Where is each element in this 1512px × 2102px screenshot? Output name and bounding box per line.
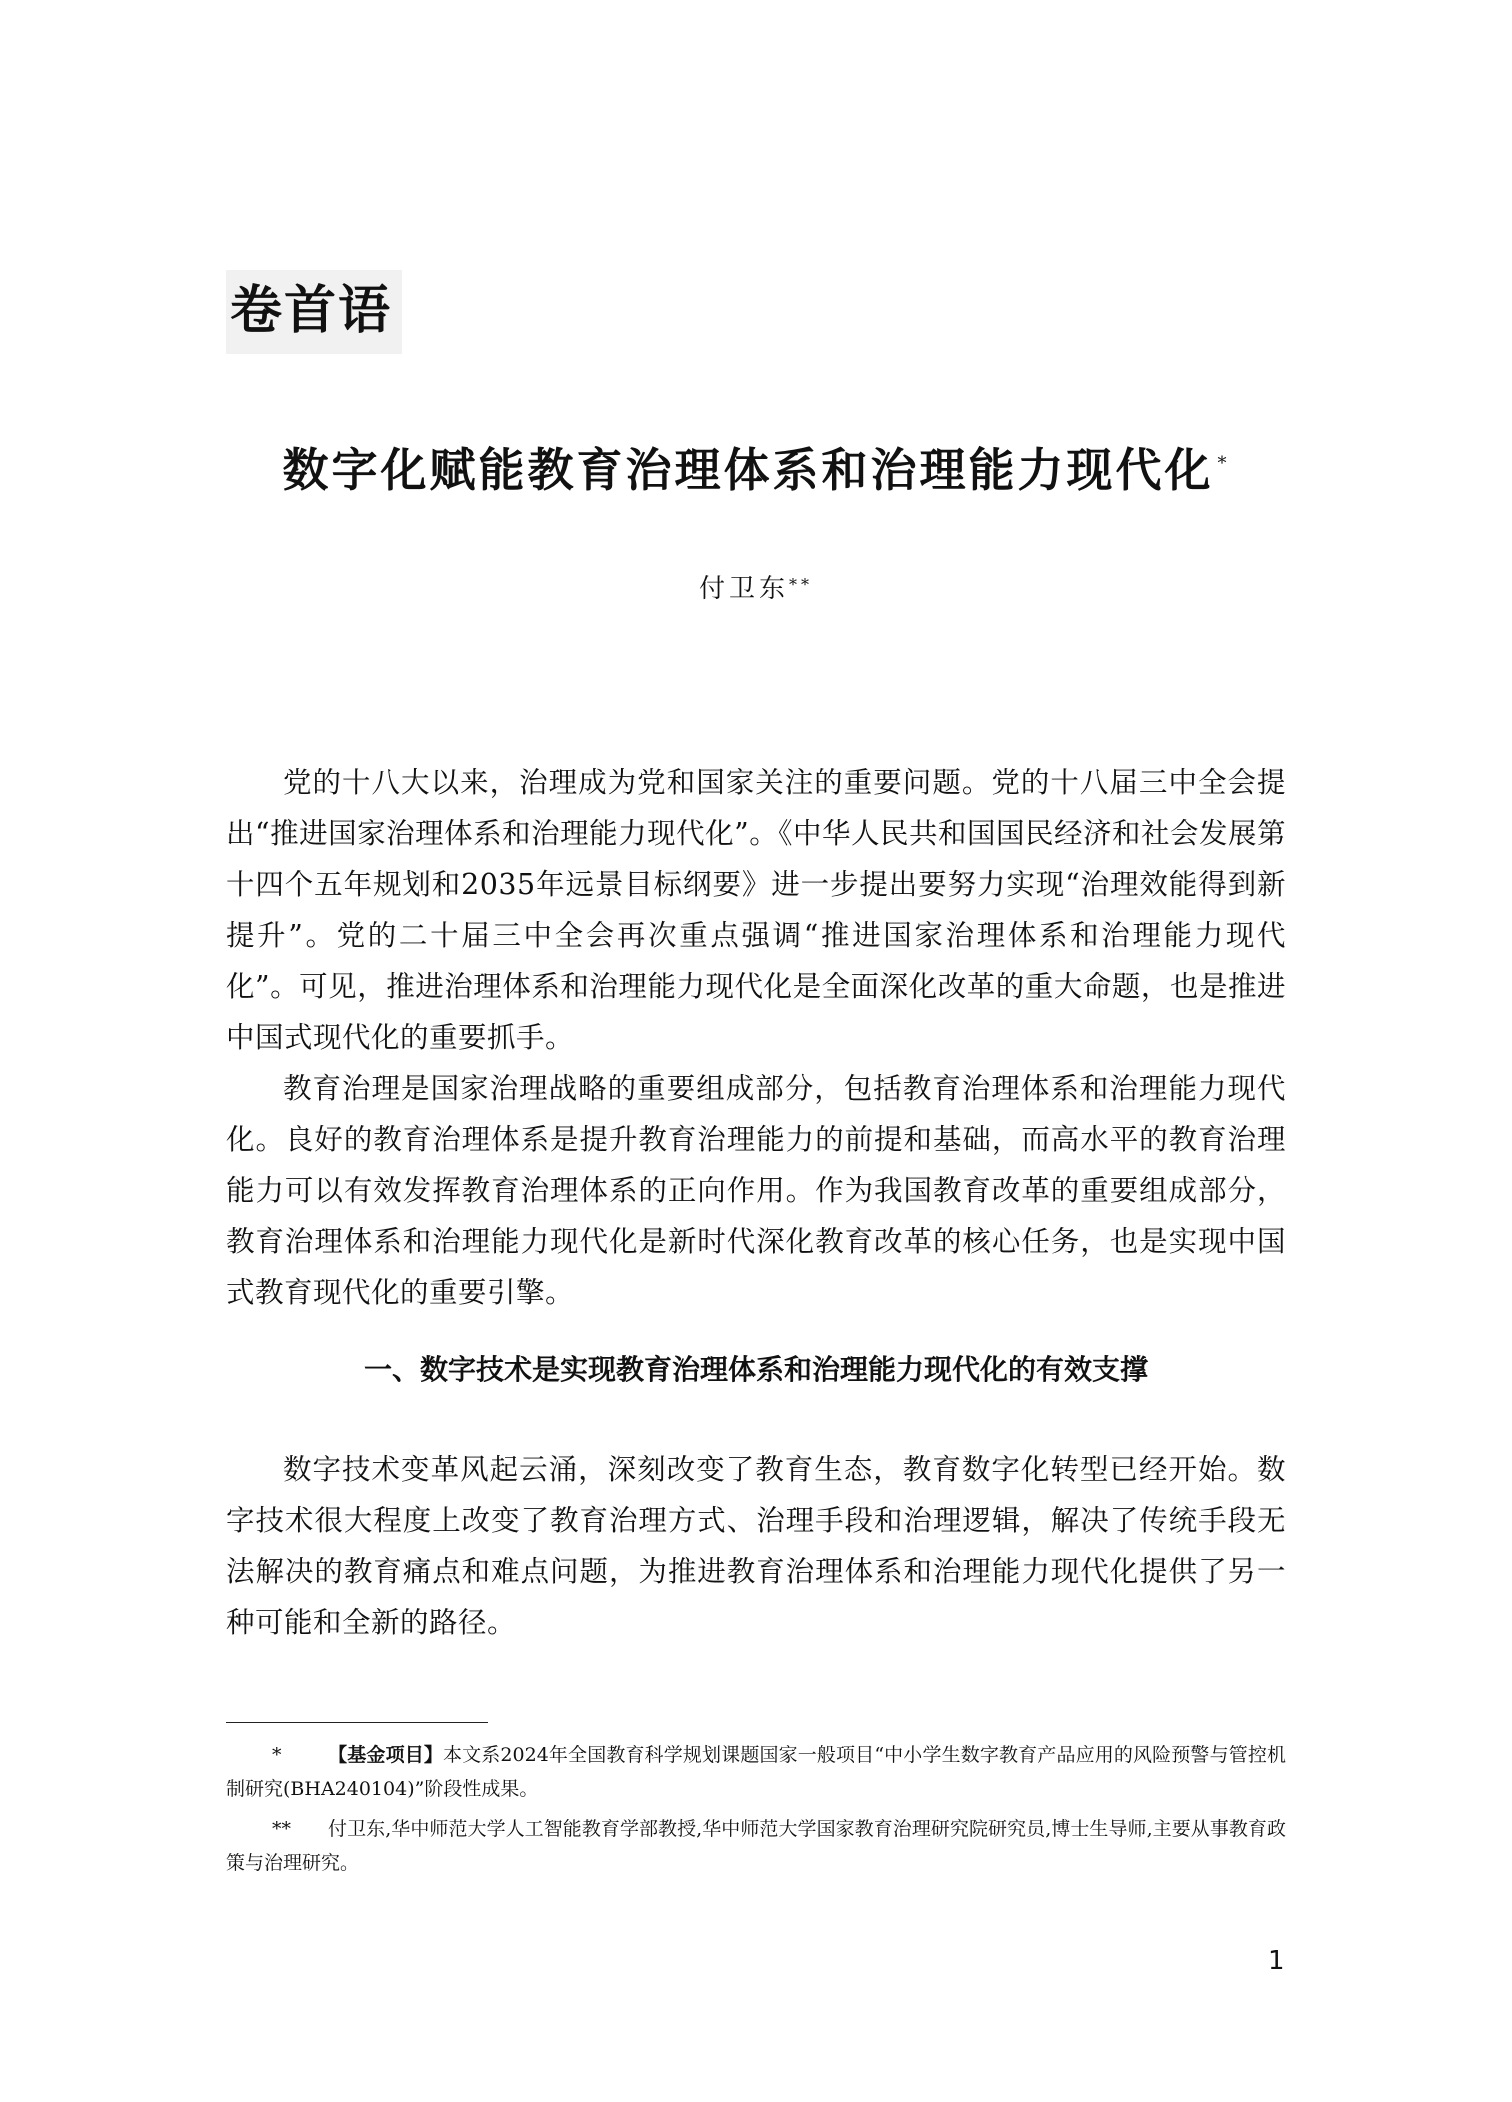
title-footnote-mark[interactable]: * [1217, 453, 1230, 474]
article-title [0, 440, 1512, 500]
paragraph: 数字技术变革风起云涌，深刻改变了教育生态，教育数字化转型已经开始。数字技术很大程度上改变了教育治理方式、治理手段和治理逻辑，解决了传统手段无法解决的教育痛点和难点问题，为推进教育治理体系和治理能力现代化提供了另一种可能和全新的路径。 [226, 1453, 1286, 1639]
author-footnote-mark[interactable]: ** [789, 575, 813, 594]
author-name: 付卫东 [698, 574, 789, 604]
paragraph: 党的十八大以来，治理成为党和国家关注的重要问题。党的十八届三中全会提出“推进国家治理体系和治理能力现代化”。《中华人民共和国国民经济和社会发展第十四个五年规划和2035年远景目标纲要》进一步提出要努力实现“治理效能得到新提升”。党的二十届三中全会再次重点强调“推进国家治理体系和治理能力现代化”。可见，推进治理体系和治理能力现代化是全面深化改革的重大命题，也是推进中国式现代化的重要抓手。 [226, 766, 1286, 1054]
footnote-mark: * [272, 1744, 282, 1766]
section-body [226, 1444, 1286, 1648]
footnote [226, 1738, 1286, 1806]
footnote-divider [226, 1722, 488, 1723]
footnote [226, 1812, 1286, 1880]
footnote-tag: 【基金项目】 [328, 1744, 443, 1766]
footnote-text: 付卫东,华中师范大学人工智能教育学部教授,华中师范大学国家教育治理研究院研究员,博士生导师,主要从事教育政策与治理研究。 [226, 1818, 1286, 1874]
author-line [0, 572, 1512, 606]
section-label: 卷首语 [226, 270, 402, 354]
paragraph: 教育治理是国家治理战略的重要组成部分，包括教育治理体系和治理能力现代化。良好的教育治理体系是提升教育治理能力的前提和基础，而高水平的教育治理能力可以有效发挥教育治理体系的正向作用。作为我国教育改革的重要组成部分，教育治理体系和治理能力现代化是新时代深化教育改革的核心任务，也是实现中国式教育现代化的重要引擎。 [226, 1072, 1286, 1309]
footnote-text: 本文系2024年全国教育科学规划课题国家一般项目“中小学生数字教育产品应用的风险预警与管控机制研究(BHA240104)”阶段性成果。 [226, 1744, 1286, 1800]
footnotes [226, 1738, 1286, 1886]
footnote-mark: ** [272, 1818, 291, 1840]
intro-body [226, 757, 1286, 1318]
section-heading: 一、数字技术是实现教育治理体系和治理能力现代化的有效支撑 [363, 1353, 1148, 1386]
page-number: 1 [1268, 1946, 1285, 1976]
article-title-text: 数字化赋能教育治理体系和治理能力现代化 [282, 443, 1214, 497]
